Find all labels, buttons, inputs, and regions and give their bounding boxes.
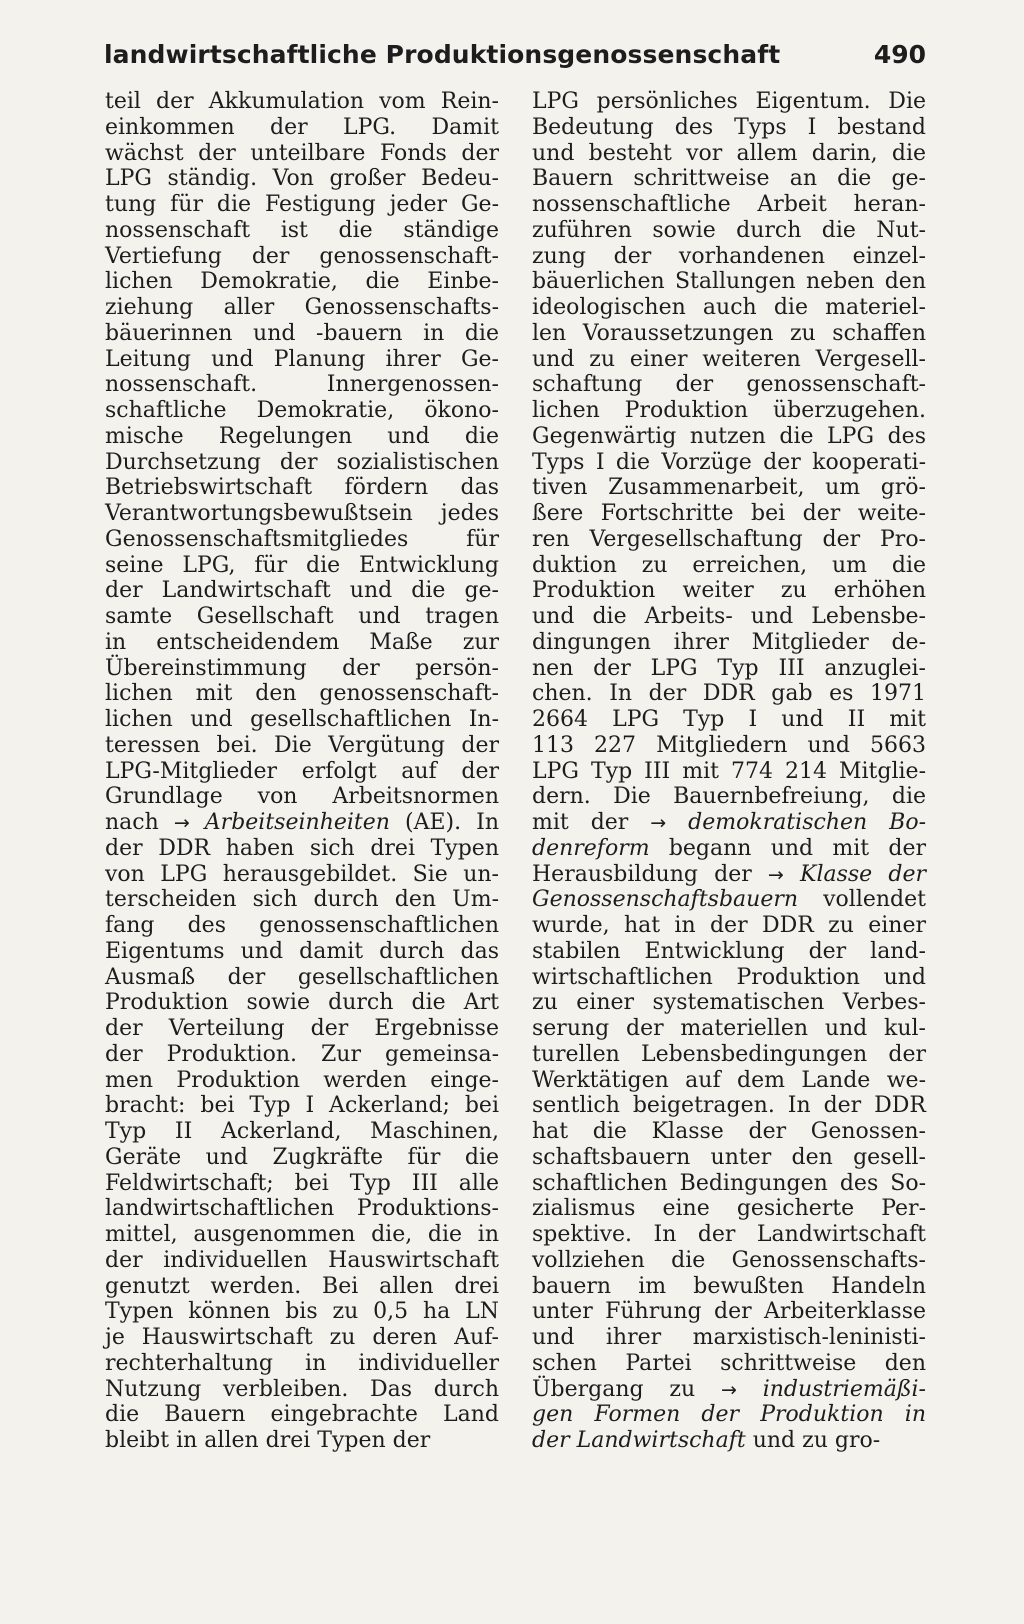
text-segment: hat die Klasse der Genossen- [532, 1119, 926, 1144]
text-line [532, 1299, 926, 1325]
text-segment: Produktion sowie durch die Art [105, 990, 499, 1016]
text-segment: men Produktion werden einge- [105, 1067, 499, 1093]
text-segment: Betriebswirtschaft fördern das [105, 475, 499, 501]
text-line [105, 578, 499, 604]
text-line [105, 887, 499, 913]
text-line [532, 1171, 926, 1197]
text-line [532, 475, 926, 501]
text-segment: fang des genossenschaftlichen [105, 913, 499, 938]
text-line [532, 295, 926, 321]
text-segment: 113 227 Mitgliedern und 5663 [532, 732, 926, 758]
text-line [532, 810, 926, 836]
text-line [532, 1428, 926, 1454]
text-segment: Gegenwärtig nutzen die LPG des [532, 423, 926, 449]
cross-reference-arrow-icon: → [767, 863, 784, 886]
text-segment: duktion zu erreichen, um die [532, 552, 926, 578]
text-segment: tung für die Festigung jeder Ge- [105, 192, 499, 217]
text-segment: (AE). In [389, 810, 499, 835]
text-segment: Genossenschaftsmitgliedes für [105, 526, 499, 552]
text-segment: zu einer systematischen Verbes- [532, 990, 926, 1016]
text-line [532, 141, 926, 167]
text-segment: samte Gesellschaft und tragen [105, 604, 499, 629]
text-line [532, 1196, 926, 1222]
text-column-right [532, 89, 926, 1454]
text-line [105, 1377, 499, 1403]
text-line [532, 115, 926, 141]
text-segment: stabilen Entwicklung der land- [532, 938, 926, 964]
text-segment: in entscheidendem Maße zur [105, 629, 499, 655]
text-segment: lichen Demokratie, die Einbe- [105, 269, 499, 295]
text-line [532, 527, 926, 553]
text-line [532, 553, 926, 579]
text-line [105, 707, 499, 733]
text-segment: LPG ständig. Von großer Bedeu- [105, 166, 499, 192]
text-segment: begann und mit der [649, 835, 926, 861]
text-segment: der Verteilung der Ergebnisse [105, 1016, 499, 1041]
text-line [532, 1016, 926, 1042]
text-segment: LPG Typ III mit 774 214 Mitglie- [532, 758, 926, 784]
text-segment: tiven Zusammenarbeit, um grö- [532, 475, 926, 501]
text-segment: 2664 LPG Typ I und II mit [532, 707, 926, 732]
text-line [532, 166, 926, 192]
cross-reference-term: Genossenschaftsbauern [532, 887, 799, 913]
text-line [105, 321, 499, 347]
text-segment: der Produktion. Zur gemeinsa- [105, 1041, 499, 1067]
text-line [105, 681, 499, 707]
text-segment: schaftsbauern unter den gesell- [532, 1144, 926, 1170]
text-segment: rechterhaltung in individueller [105, 1350, 499, 1376]
text-line [105, 244, 499, 270]
text-segment: vollziehen die Genossenschafts- [532, 1247, 926, 1273]
text-line [105, 424, 499, 450]
text-line [532, 656, 926, 682]
text-segment: mit der [532, 810, 651, 835]
text-segment: bracht: bei Typ I Ackerland; bei [105, 1093, 499, 1119]
text-line [532, 1248, 926, 1274]
text-segment: der DDR haben sich drei Typen [105, 835, 499, 861]
text-segment: landwirtschaftlichen Produktions- [105, 1196, 499, 1222]
text-line [105, 192, 499, 218]
text-line [105, 1145, 499, 1171]
text-line [532, 398, 926, 424]
text-segment: Geräte und Zugkräfte für die [105, 1144, 499, 1170]
text-line [532, 347, 926, 373]
text-segment: Ausmaß der gesellschaftlichen [105, 964, 499, 990]
text-segment: Werktätigen auf dem Lande we- [532, 1067, 926, 1093]
cross-reference-term: Arbeitseinheiten [204, 810, 390, 835]
text-segment: nossenschaftliche Arbeit heran- [532, 192, 926, 217]
text-segment: Bauern schrittweise an die ge- [532, 166, 926, 192]
text-line [532, 836, 926, 862]
text-line [105, 836, 499, 862]
text-segment: mische Regelungen und die [105, 423, 499, 449]
text-segment: und ihrer marxistisch-leninisti- [532, 1325, 926, 1350]
text-segment: Typ II Ackerland, Maschinen, [105, 1119, 499, 1144]
text-segment: ideologischen auch die materiel- [532, 295, 926, 320]
text-segment: Nutzung verbleiben. Das durch [105, 1376, 499, 1402]
text-line [532, 89, 926, 115]
text-line [105, 347, 499, 373]
text-segment: Bedeutung des Typs I bestand [532, 114, 926, 140]
text-segment: lichen und gesellschaftlichen In- [105, 707, 499, 732]
text-line [105, 1016, 499, 1042]
text-segment: Übereinstimmung der persön- [105, 655, 499, 681]
text-line [532, 424, 926, 450]
text-line [532, 604, 926, 630]
text-segment: LPG persönliches Eigentum. Die [532, 89, 926, 114]
text-line [105, 656, 499, 682]
text-line [105, 115, 499, 141]
text-line [532, 450, 926, 476]
text-line [532, 965, 926, 991]
text-segment: dingungen ihrer Mitglieder de- [532, 629, 926, 655]
text-line [532, 707, 926, 733]
text-line [105, 604, 499, 630]
text-line [105, 862, 499, 888]
text-segment: nossenschaft ist die ständige [105, 217, 499, 243]
text-segment: bauern im bewußten Handeln [532, 1273, 926, 1299]
text-segment: nach [105, 810, 174, 835]
text-line [105, 1222, 499, 1248]
text-segment: lichen Produktion überzugehen. [532, 398, 926, 423]
text-segment: und die Arbeits- und Lebensbe- [532, 604, 926, 629]
text-segment [737, 1377, 763, 1402]
text-segment: Eigentums und damit durch das [105, 938, 499, 964]
text-line [105, 527, 499, 553]
text-segment: zung der vorhandenen einzel- [532, 243, 926, 269]
text-segment: LPG-Mitglieder erfolgt auf der [105, 758, 499, 784]
text-segment: ren Vergesellschaftung der Pro- [532, 526, 926, 552]
text-segment: Grundlage von Arbeitsnormen [105, 784, 499, 810]
text-line [105, 218, 499, 244]
cross-reference-term: denreform [532, 835, 650, 861]
text-segment: nossenschaft. Innergenossen- [105, 372, 499, 398]
text-segment: der individuellen Hauswirtschaft [105, 1247, 499, 1273]
text-line [105, 733, 499, 759]
text-segment: Vertiefung der genossenschaft- [105, 243, 499, 269]
text-line [532, 321, 926, 347]
text-line [532, 1351, 926, 1377]
text-line [105, 1248, 499, 1274]
text-line [532, 1377, 926, 1403]
text-line [105, 89, 499, 115]
text-line [532, 372, 926, 398]
page-number: 490 [873, 40, 926, 69]
text-segment: und zu gro- [745, 1428, 881, 1453]
text-segment: ßere Fortschritte bei der weite- [532, 501, 926, 526]
cross-reference-term: industriemäßi- [762, 1376, 926, 1402]
text-segment: bäuerinnen und -bauern in die [105, 320, 499, 346]
text-segment: lichen mit den genossenschaft- [105, 681, 499, 707]
text-line [105, 141, 499, 167]
cross-reference-term: gen Formen der Produktion in [532, 1402, 926, 1428]
text-line [532, 218, 926, 244]
text-line [105, 1068, 499, 1094]
text-line [105, 1274, 499, 1300]
text-segment: seine LPG, für die Entwicklung [105, 552, 499, 578]
running-head-title: landwirtschaftliche Produktionsgenossenschaft [104, 40, 781, 69]
text-line [532, 1093, 926, 1119]
text-line [532, 1068, 926, 1094]
text-line [532, 939, 926, 965]
text-line [532, 578, 926, 604]
text-segment: sentlich beigetragen. In der DDR [532, 1093, 926, 1119]
text-segment: wurde, hat in der DDR zu einer [532, 913, 926, 938]
text-segment: unter Führung der Arbeiterklasse [532, 1299, 926, 1325]
text-line [105, 475, 499, 501]
text-segment: terscheiden sich durch den Um- [105, 887, 499, 913]
text-segment: schaftlichen Bedingungen des So- [532, 1170, 926, 1196]
text-line [532, 759, 926, 785]
text-line [105, 372, 499, 398]
text-line [105, 450, 499, 476]
text-line [105, 990, 499, 1016]
text-segment: chen. In der DDR gab es 1971 [532, 681, 926, 707]
text-line [532, 887, 926, 913]
text-line [105, 1428, 499, 1454]
text-segment: Durchsetzung der sozialistischen [105, 449, 499, 475]
text-line [105, 630, 499, 656]
text-line [105, 501, 499, 527]
text-segment: turellen Lebensbedingungen der [532, 1041, 926, 1067]
text-segment: Herausbildung der [532, 861, 768, 887]
cross-reference-arrow-icon: → [650, 812, 667, 834]
text-line [532, 244, 926, 270]
text-line [532, 1402, 926, 1428]
text-line [532, 733, 926, 759]
text-segment: Feldwirtschaft; bei Typ III alle [105, 1170, 499, 1196]
text-line [532, 1145, 926, 1171]
text-segment: teressen bei. Die Vergütung der [105, 732, 499, 758]
text-segment: die Bauern eingebrachte Land [105, 1402, 499, 1428]
text-line [532, 990, 926, 1016]
text-segment [784, 862, 800, 887]
text-segment: Übergang zu [532, 1376, 721, 1402]
text-segment: Verantwortungsbewußtsein jedes [105, 501, 499, 526]
text-line [532, 192, 926, 218]
text-line [532, 630, 926, 656]
text-segment: und besteht vor allem darin, die [532, 140, 926, 166]
text-line [105, 398, 499, 424]
text-segment: wächst der unteilbare Fonds der [105, 140, 499, 166]
text-line [532, 1325, 926, 1351]
text-line [105, 166, 499, 192]
text-line [105, 1351, 499, 1377]
text-line [532, 784, 926, 810]
text-line [532, 1119, 926, 1145]
text-line [105, 1402, 499, 1428]
text-segment: Leitung und Planung ihrer Ge- [105, 346, 499, 372]
text-column-left [105, 89, 499, 1454]
text-segment: bleibt in allen drei Typen der [105, 1428, 431, 1453]
text-line [532, 1042, 926, 1068]
text-segment: ziehung aller Genossenschafts- [105, 295, 499, 320]
text-line [105, 295, 499, 321]
cross-reference-arrow-icon: → [720, 1378, 737, 1401]
text-segment: zuführen sowie durch die Nut- [532, 217, 926, 243]
text-line [532, 1274, 926, 1300]
text-segment: dern. Die Bauernbefreiung, die [532, 784, 926, 810]
text-segment: von LPG herausgebildet. Sie un- [105, 861, 499, 887]
text-segment: genutzt werden. Bei allen drei [105, 1273, 499, 1299]
text-line [105, 939, 499, 965]
text-line [105, 269, 499, 295]
text-segment: Produktion weiter zu erhöhen [532, 578, 926, 604]
text-line [532, 681, 926, 707]
running-head [104, 38, 926, 74]
text-segment: vollendet [798, 887, 926, 913]
text-line [105, 1042, 499, 1068]
text-segment: schaftung der genossenschaft- [532, 372, 926, 398]
text-segment: len Voraussetzungen zu schaffen [532, 320, 926, 346]
text-segment: schen Partei schrittweise den [532, 1350, 926, 1376]
text-line [532, 501, 926, 527]
text-line [105, 913, 499, 939]
cross-reference-term: Klasse der [800, 861, 926, 887]
text-segment: und zu einer weiteren Vergesell- [532, 346, 926, 372]
text-segment: Typen können bis zu 0,5 ha LN [105, 1299, 499, 1325]
text-line [105, 810, 499, 836]
text-line [105, 553, 499, 579]
text-line [105, 759, 499, 785]
text-segment [190, 810, 205, 835]
cross-reference-term: demokratischen Bo- [688, 810, 926, 835]
text-segment: einkommen der LPG. Damit [105, 114, 499, 140]
text-line [532, 862, 926, 888]
text-segment: je Hauswirtschaft zu deren Auf- [105, 1325, 499, 1350]
text-line [105, 784, 499, 810]
text-line [105, 1171, 499, 1197]
text-segment: wirtschaftlichen Produktion und [532, 964, 926, 990]
text-segment [666, 810, 688, 835]
text-segment: nen der LPG Typ III anzuglei- [532, 655, 926, 681]
text-segment: spektive. In der Landwirtschaft [532, 1222, 926, 1247]
text-segment: bäuerlichen Stallungen neben den [532, 269, 926, 295]
text-line [532, 269, 926, 295]
text-line [105, 1196, 499, 1222]
text-segment: Typs I die Vorzüge der kooperati- [532, 449, 926, 475]
text-segment: serung der materiellen und kul- [532, 1016, 926, 1041]
text-segment: zialismus eine gesicherte Per- [532, 1196, 926, 1222]
text-segment: teil der Akkumulation vom Rein- [105, 89, 499, 114]
text-line [105, 1325, 499, 1351]
text-line [532, 1222, 926, 1248]
cross-reference-term: der Landwirtschaft [532, 1428, 746, 1453]
text-line [105, 1119, 499, 1145]
text-segment: der Landwirtschaft und die ge- [105, 578, 499, 604]
text-line [105, 1093, 499, 1119]
text-segment: schaftliche Demokratie, ökono- [105, 398, 499, 423]
text-segment: mittel, ausgenommen die, die in [105, 1222, 499, 1247]
text-line [105, 965, 499, 991]
text-line [105, 1299, 499, 1325]
text-line [532, 913, 926, 939]
cross-reference-arrow-icon: → [173, 812, 190, 834]
